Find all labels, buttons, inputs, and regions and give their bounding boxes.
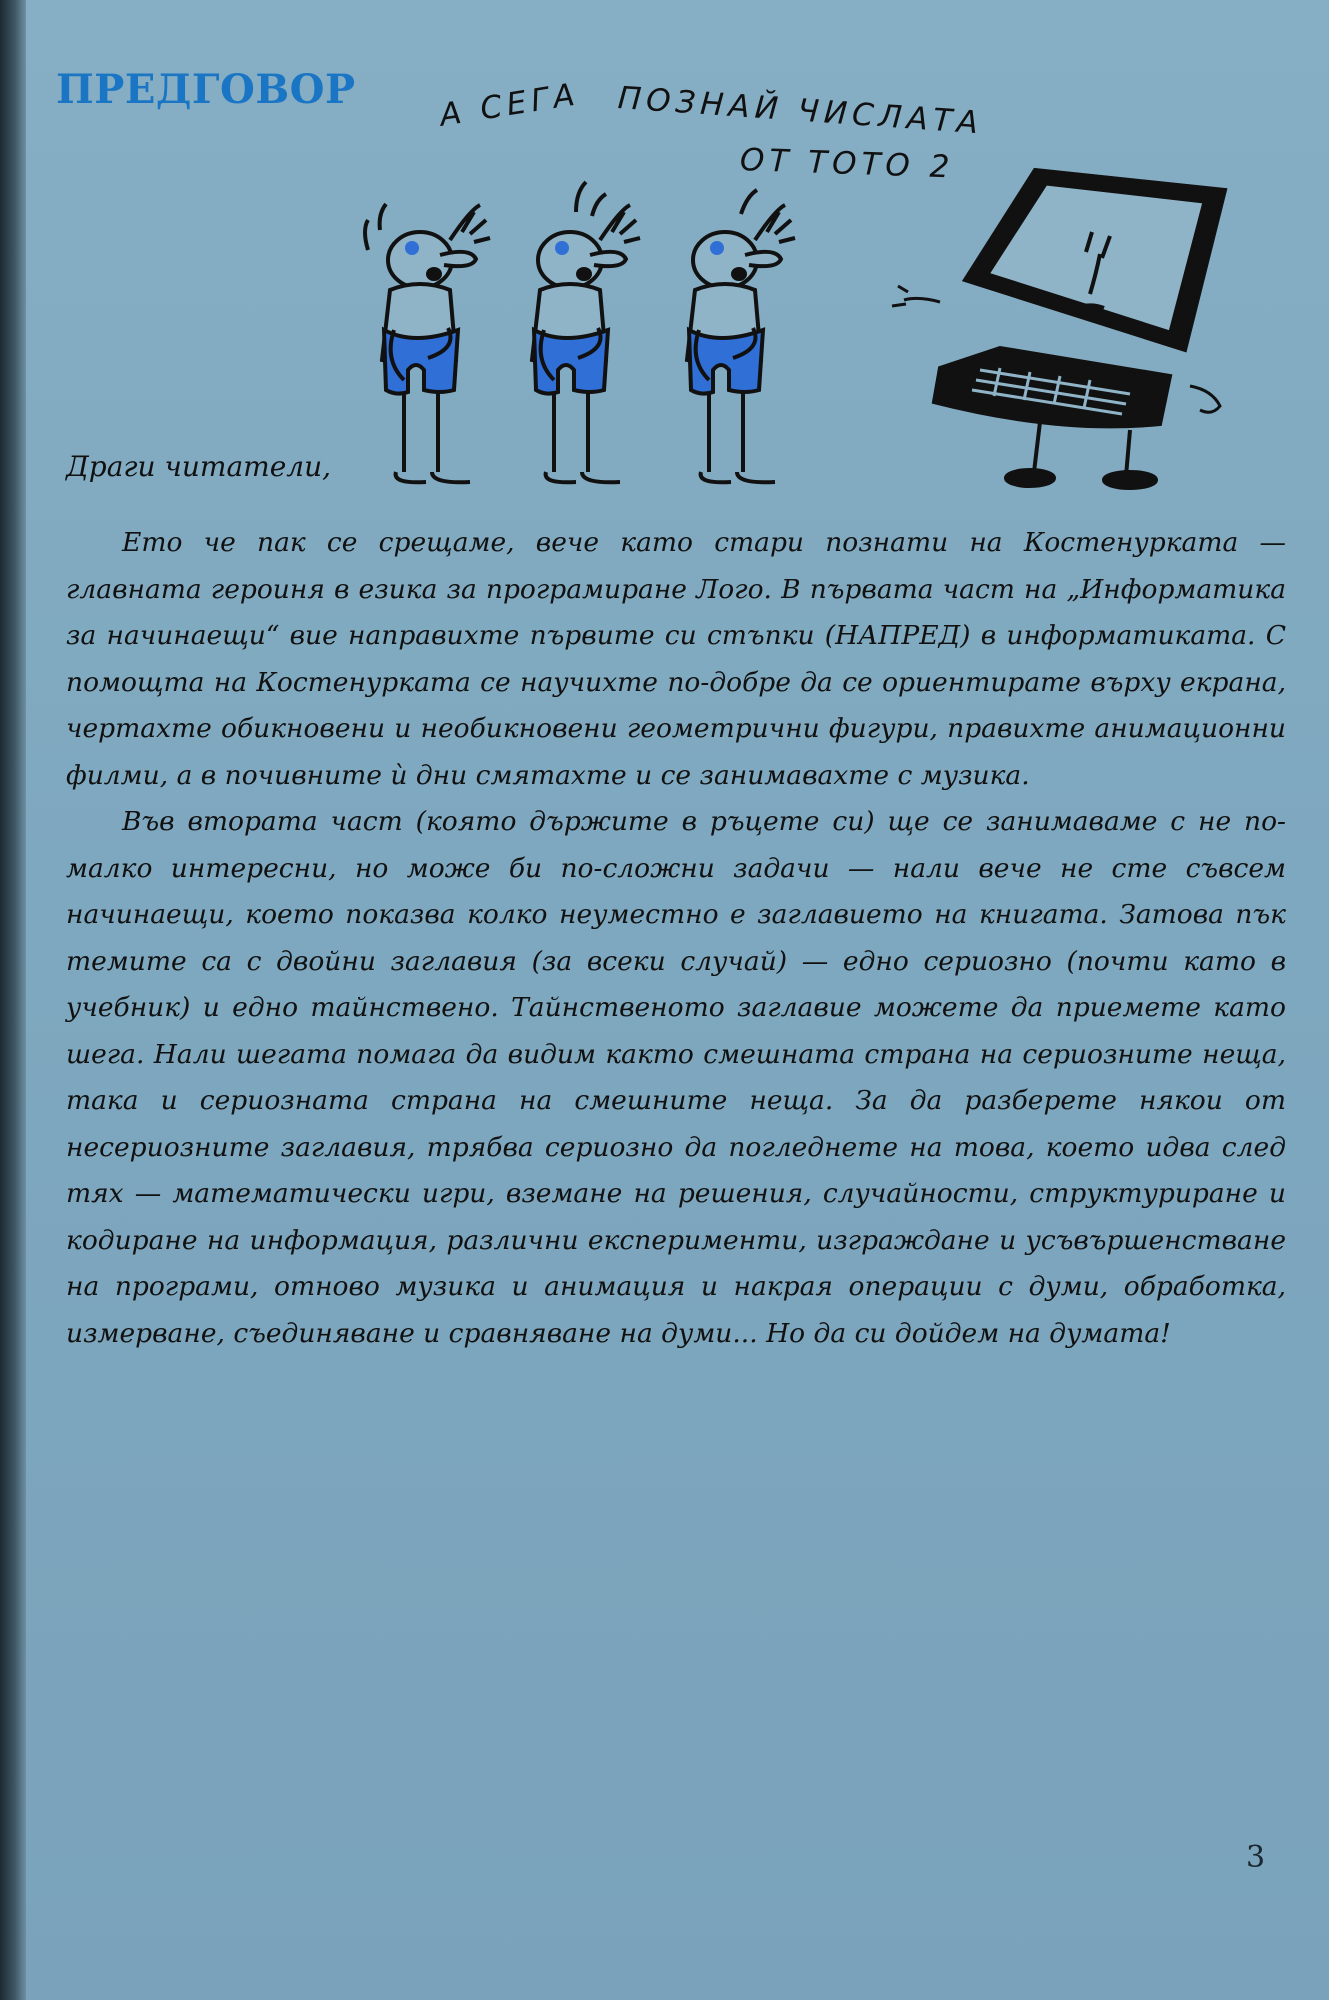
speech-line-1: А СЕГА [437, 76, 582, 134]
page-number: 3 [1246, 1840, 1266, 1875]
paragraph: Ето че пак се срещаме, вече като стари познати на Костенурката — главната героиня в езика за програмиране Лого. В първата част на „Информатика за начинаещи“ вие направихте първите си стъпки (НАПРЕД) в информатиката. С помощта на Костенурката се научихте по-добре да се ориентирате върху екрана, чертахте обикновени и необикновени геометрични фигури, правихте анимационни филми, а в почивните ѝ дни смятахте и се занимавахте с музика. [66, 527, 1286, 791]
speech-line-3: ОТ ТОТО 2 [739, 142, 955, 186]
paragraph: Във втората част (която държите в ръцете си) ще се занимаваме с не по-малко интересни, но може би по-сложни задачи — нали вече не сте съвсем начинаещи, което показва колко неуместно е заглавието на книгата. Затова пък темите са с двойни заглавия (за всеки случай) — едно сериозно (почти като в учебник) и едно тайнствено. Тайнственото заглавие можете да приемете като шега. Нали шегата помага да видим както смешната страна на сериозните неща, така и сериозната страна на смешните неща. За да разберете някои от несериозните заглавия, трябва сериозно да погледнете на това, което идва след тях — математически игри, вземане на решения, случайности, структуриране и кодиране на информация, различни експерименти, изграждане и усъвършенстване на програми, отново музика и анимация и накрая операции с думи, обработка, измерване, съединяване и сравняване на думи... Но да си дойдем на думата! [66, 806, 1286, 1349]
cartoon-illustration [340, 70, 1280, 510]
page-heading: ПРЕДГОВОР [56, 66, 356, 113]
speech-line-2: ПОЗНАЙ ЧИСЛАТА [616, 80, 985, 142]
computer-character [892, 170, 1225, 488]
kid-figure [365, 182, 795, 482]
greeting: Драги читатели, [66, 450, 332, 483]
body-text [66, 520, 1286, 1357]
book-spine [0, 0, 26, 2000]
